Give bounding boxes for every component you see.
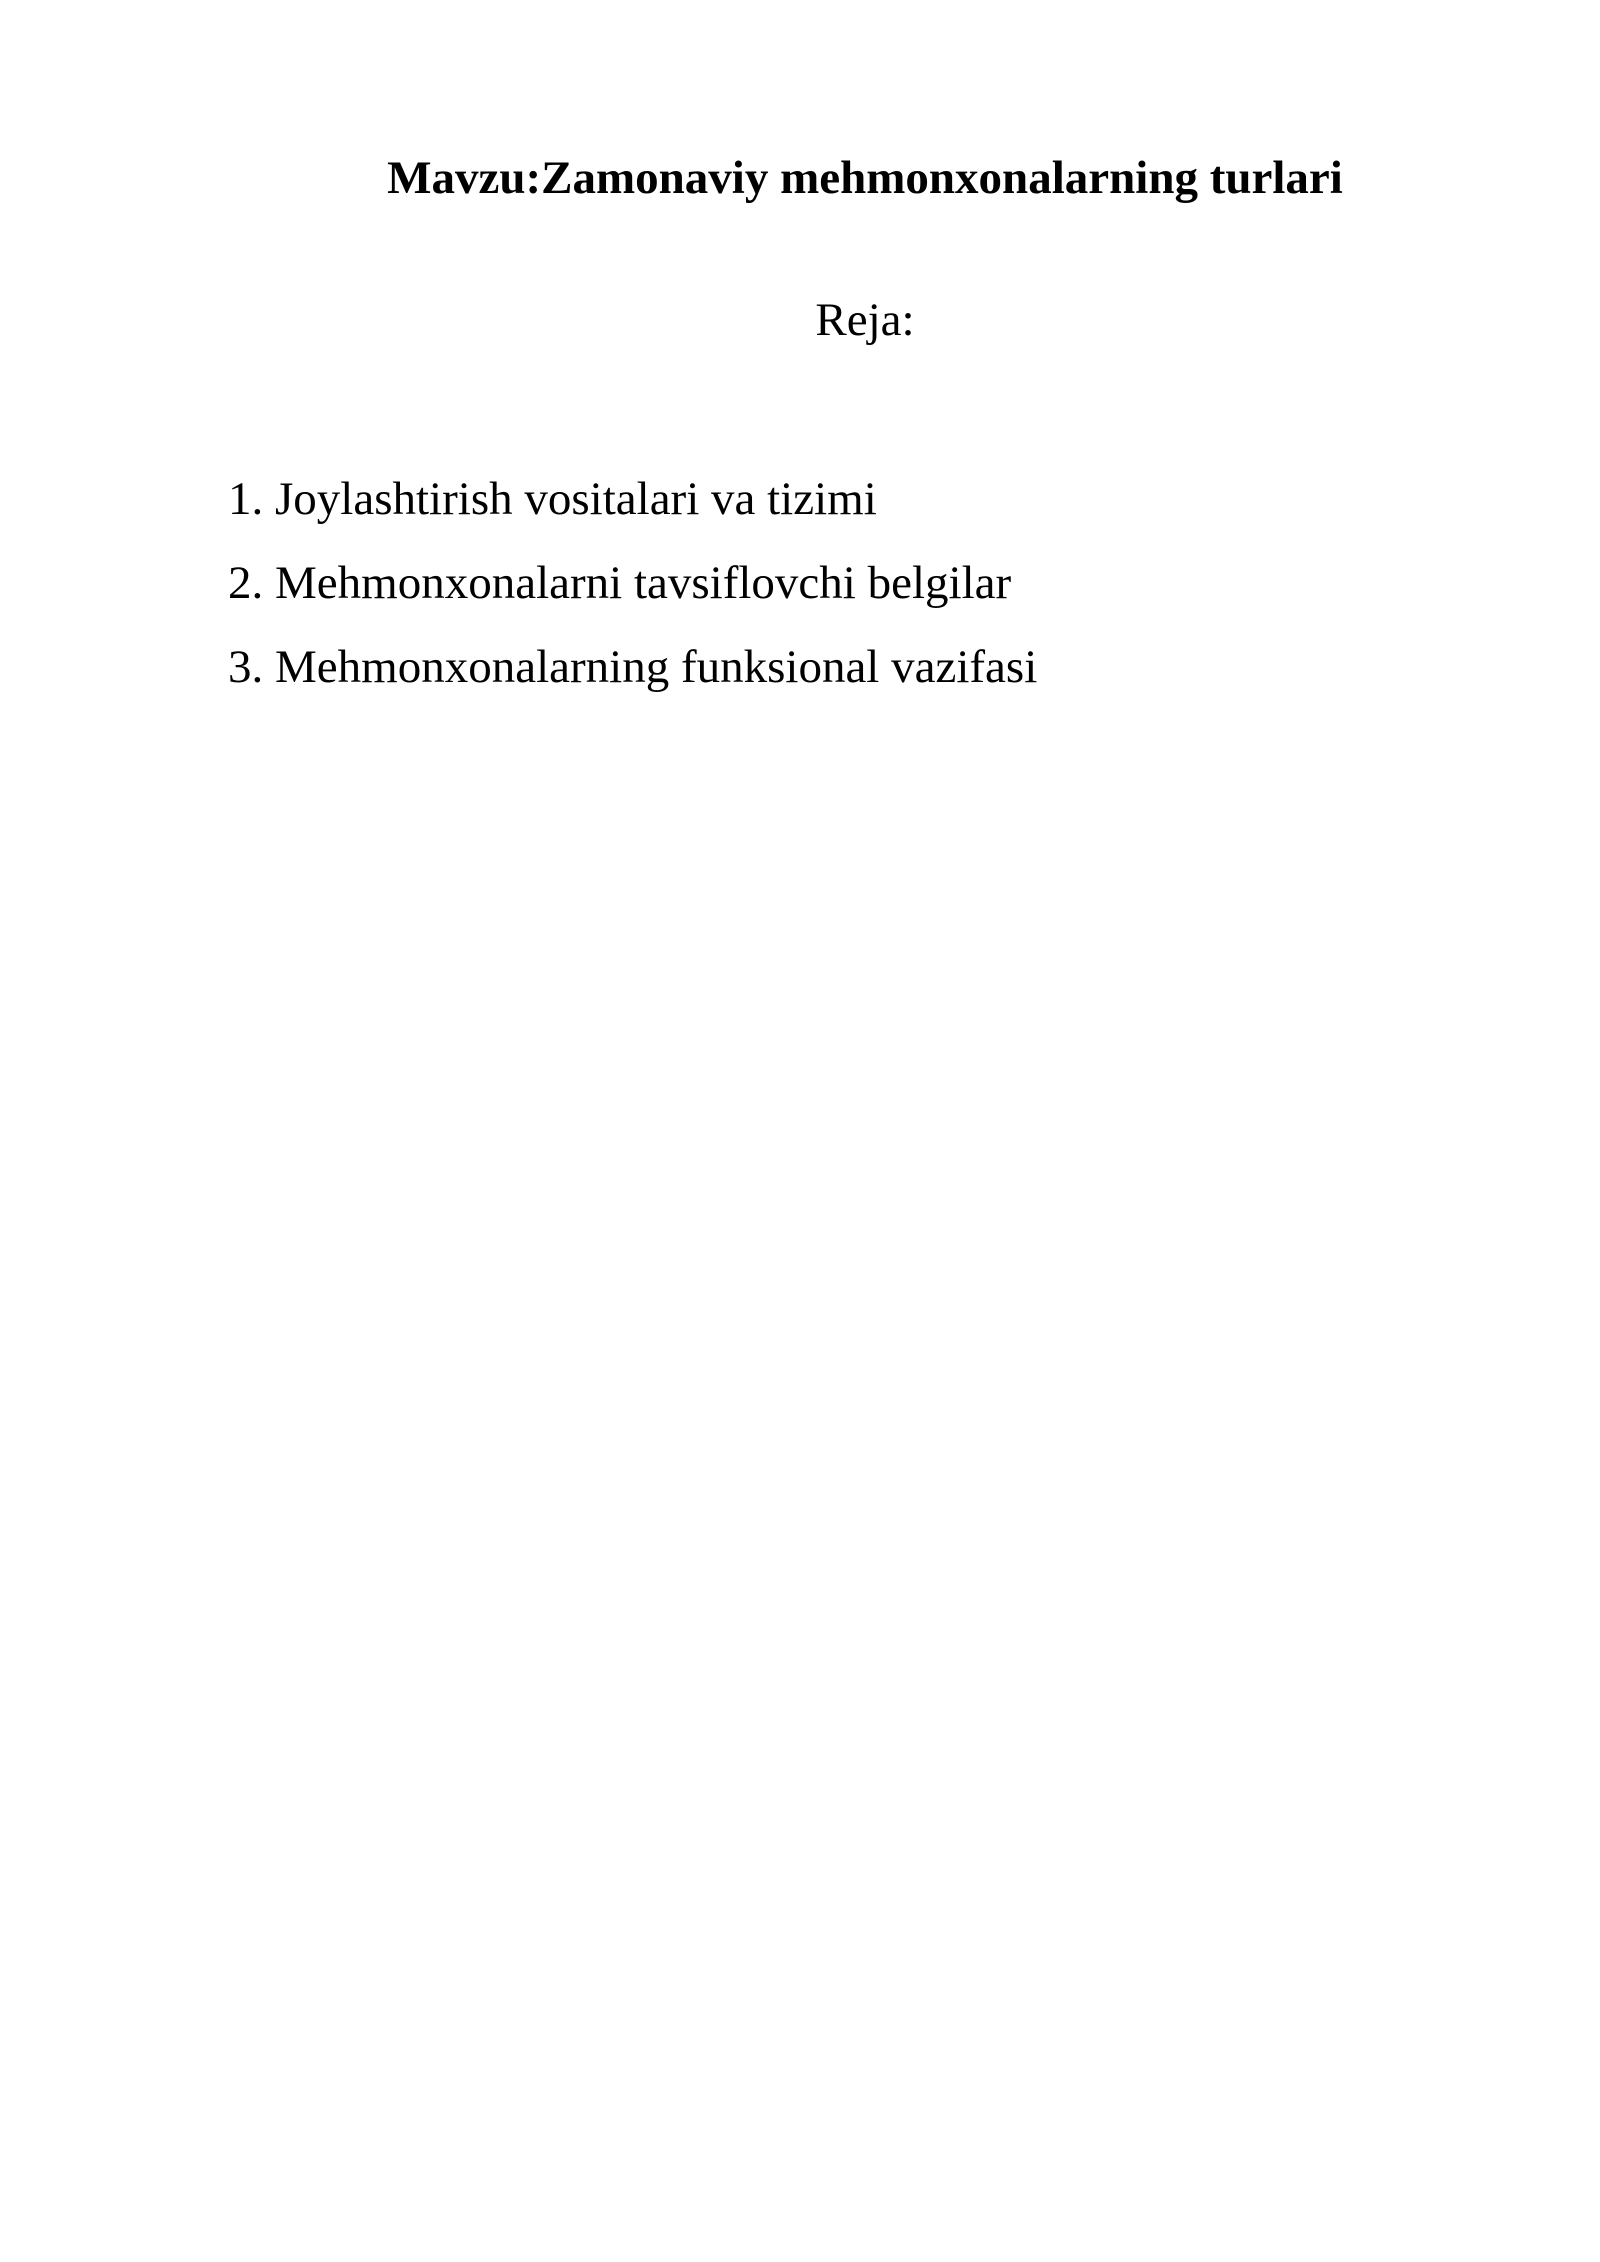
plan-item-text: Mehmonxonalarning funksional vazifasi bbox=[275, 641, 1038, 693]
plan-heading: Reja: bbox=[815, 294, 915, 346]
plan-item-text: Mehmonxonalarni tavsiflovchi belgilar bbox=[275, 557, 1012, 609]
plan-item-text: Joylashtirish vositalari va tizimi bbox=[275, 473, 877, 525]
plan-item-number: 2. bbox=[228, 557, 264, 609]
plan-item bbox=[228, 457, 1037, 541]
plan-item-number: 3. bbox=[228, 641, 264, 693]
plan-item bbox=[228, 625, 1037, 709]
plan-item-number: 1. bbox=[228, 473, 264, 525]
plan-list bbox=[228, 457, 1037, 709]
document-title: Mavzu:Zamonaviy mehmonxonalarning turlari bbox=[387, 152, 1343, 204]
plan-item bbox=[228, 541, 1037, 625]
